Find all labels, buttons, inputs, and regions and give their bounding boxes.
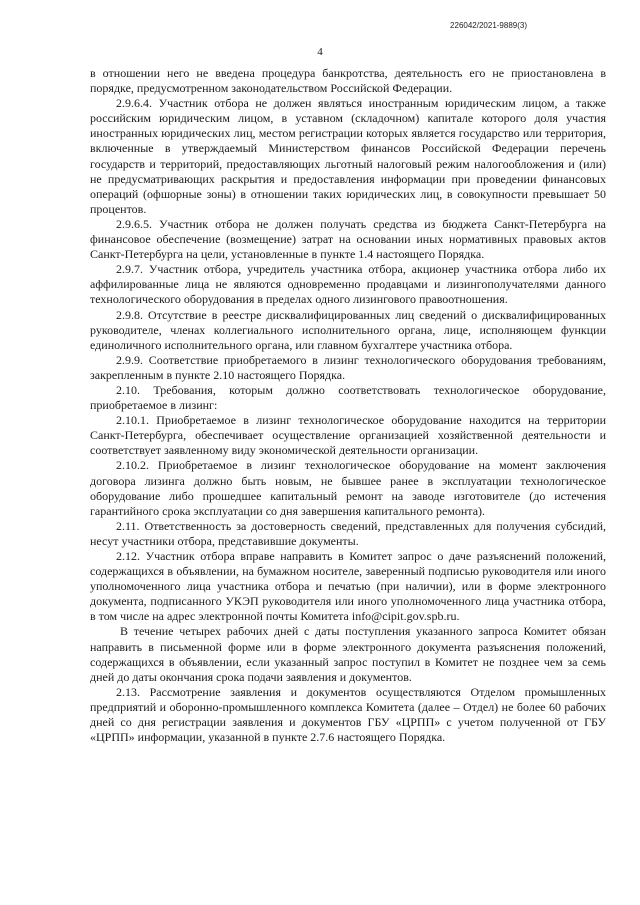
paragraph-2-13: 2.13. Рассмотрение заявления и документов осуществляются Отделом промышленных предприятий и оборонно-промышленного комплекса Комитета (далее – Отдел) не более 60 рабочих дней со дня регистрации заявления и документов ГБУ «ЦРПП» с учетом полученной от ГБУ «ЦРПП» информации, указанной в пункте 2.7.6 настоящего Порядка. [90, 684, 606, 745]
paragraph-2-12-response-term: В течение четырех рабочих дней с даты поступления указанного запроса Комитет обязан направить в письменной форме или в форме электронного документа разъяснения положений, содержащихся в объявлении, если указанный запрос поступил в Комитет не позднее чем за семь дней до даты окончания срока подачи заявления и документов. [90, 624, 606, 684]
document-body [90, 66, 606, 745]
page-number: 4 [317, 46, 323, 58]
paragraph-2-10-1: 2.10.1. Приобретаемое в лизинг технологическое оборудование находится на территории Санкт-Петербурга, обеспечивает осуществление организацией хозяйственной деятельности и соответствует заявленному виду экономической деятельности организации. [90, 413, 606, 458]
paragraph-2-9-6-4: 2.9.6.4. Участник отбора не должен являться иностранным юридическим лицом, а также российским юридическим лицом, в уставном (складочном) капитале которого доля участия иностранных юридических лиц, местом регистрации которых является государство или территория, включенные в утверждаемый Министерством финансов Российской Федерации перечень государств и территорий, предоставляющих льготный налоговый режим налогообложения и (или) не предусматривающих раскрытия и предоставления информации при проведении финансовых операций (офшорные зоны) в отношении таких юридических лиц, в совокупности превышает 50 процентов. [90, 96, 606, 216]
paragraph-2-12: 2.12. Участник отбора вправе направить в Комитет запрос о даче разъяснений положений, содержащихся в объявлении, на бумажном носителе, заверенный подписью руководителя или иного уполномоченного лица участника отбора и печатью (при наличии), или в форме электронного документа, подписанного УКЭП руководителя или иного уполномоченного лица участника отбора, в том числе на адрес электронной почты Комитета info@cipit.gov.spb.ru. [90, 549, 606, 624]
paragraph-2-9-6-5: 2.9.6.5. Участник отбора не должен получать средства из бюджета Санкт-Петербурга на финансовое обеспечение (возмещение) затрат на основании иных нормативных правовых актов Санкт-Петербурга на цели, установленные в пункте 1.4 настоящего Порядка. [90, 216, 606, 262]
paragraph-2-9-8: 2.9.8. Отсутствие в реестре дисквалифицированных лиц сведений о дисквалифицированных руководителе, членах коллегиального исполнительного органа, лице, исполняющем функции единоличного исполнительного органа, или главном бухгалтере участника отбора. [90, 307, 606, 352]
paragraph-2-11: 2.11. Ответственность за достоверность сведений, представленных для получения субсидий, несут участники отбора, представившие документы. [90, 518, 606, 548]
paragraph-2-10-2: 2.10.2. Приобретаемое в лизинг технологическое оборудование на момент заключения договора лизинга должно быть новым, не бывшее ранее в эксплуатации технологическое оборудование либо прошедшее капитальный ремонт на заводе изготовителе (до истечения гарантийного срока эксплуатации со дня завершения капитального ремонта). [90, 458, 606, 518]
paragraph-continuation: в отношении него не введена процедура банкротства, деятельность его не приостановлена в порядке, предусмотренном законодательством Российской Федерации. [90, 66, 606, 96]
paragraph-2-10: 2.10. Требования, которым должно соответствовать технологическое оборудование, приобретаемое в лизинг: [90, 382, 606, 413]
paragraph-2-9-9: 2.9.9. Соответствие приобретаемого в лизинг технологического оборудования требованиям, закрепленным в пункте 2.10 настоящего Порядка. [90, 352, 606, 382]
document-registration-number: 226042/2021-9889(3) [450, 21, 527, 30]
paragraph-2-9-7: 2.9.7. Участник отбора, учредитель участника отбора, акционер участника отбора либо их аффилированные лица не являются одновременно продавцами и лизингополучателями данного технологического оборудования в пределах одного лизингового правоотношения. [90, 262, 606, 307]
